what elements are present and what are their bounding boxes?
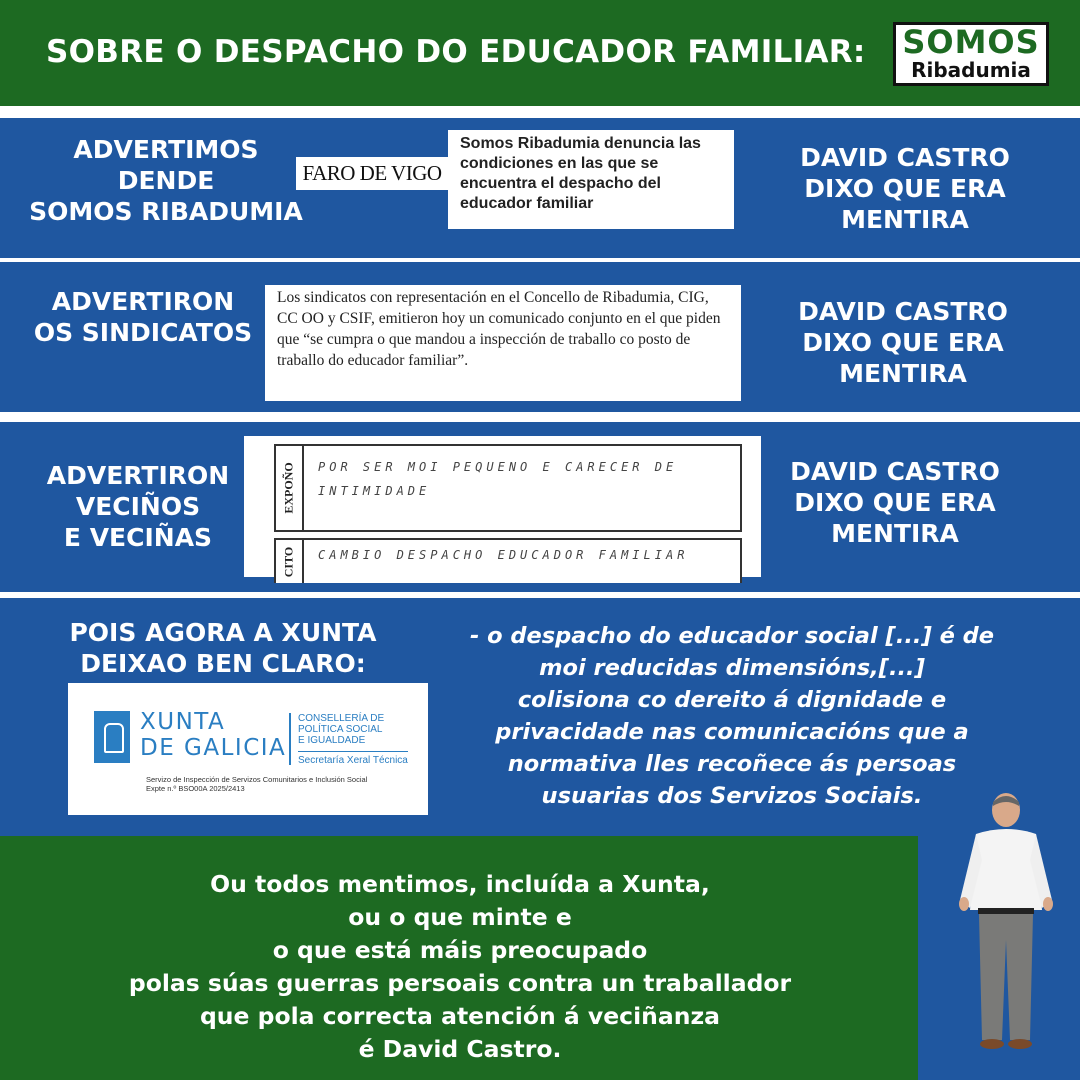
sindicatos-quote: Los sindicatos con representación en el Concello de Ribadumia, CIG, CC OO y CSIF, emitieron hoy un comunicado conjunto en el que piden que “se cumpra o que mandou a inspección de traballo co posto de traballo do educador familiar”.	[265, 285, 741, 401]
form-label-box	[276, 540, 304, 583]
row2-right-line: MENTIRA	[839, 359, 967, 388]
xunta-dept-line: POLÍTICA SOCIAL	[298, 724, 383, 735]
row3-right-line: DIXO QUE ERA	[794, 488, 996, 517]
xunta-divider	[289, 713, 291, 765]
faro-de-vigo-logo: FARO DE VIGO	[296, 157, 448, 190]
row2-left-line: OS SINDICATOS	[33, 318, 253, 347]
person-photo	[946, 790, 1066, 1060]
form-label-solicito: CITO	[281, 546, 296, 577]
row1-right-line: DIXO QUE ERA	[804, 174, 1006, 203]
header-banner	[0, 0, 1080, 106]
galicia-emblem-icon	[94, 711, 130, 763]
xunta-quote-line: privacidade nas comunicacións que a	[495, 719, 969, 745]
footer-line: polas súas guerras persoais contra un traballador	[128, 969, 792, 997]
row1-left-text	[20, 134, 312, 227]
xunta-expediente-line: Expte n.º BSO00A 2025/2413	[146, 784, 245, 793]
row2-left-line: ADVERTIRON	[51, 287, 235, 316]
row1-right-text	[760, 142, 1050, 235]
xunta-quote-line: - o despacho do educador social [...] é de	[469, 623, 995, 649]
logo-top-text: SOMOS	[902, 23, 1040, 61]
xunta-quote-line: moi reducidas dimensións,[...]	[539, 655, 925, 681]
row2-left-text	[20, 286, 266, 348]
xunta-quote-line: normativa lles recoñece ás persoas	[507, 751, 957, 777]
row3-left-line: VECIÑOS	[75, 492, 201, 521]
row4-left-line: POIS AGORA A XUNTA	[69, 618, 377, 647]
xunta-dept-line: CONSELLERÍA DE	[298, 713, 385, 724]
xunta-quote-line: colisiona co dereito á dignidade e	[517, 687, 947, 713]
somos-ribadumia-logo	[893, 22, 1049, 86]
row1-right-line: MENTIRA	[841, 205, 969, 234]
row3-left-line: ADVERTIRON	[46, 461, 230, 490]
xunta-quote-line: usuarias dos Servizos Sociais.	[541, 783, 923, 809]
footer-line: ou o que minte e	[348, 903, 572, 931]
footer-line: é David Castro.	[358, 1035, 562, 1063]
xunta-dept-line: E IGUALDADE	[298, 735, 366, 746]
handwritten-line: INTIMIDADE	[318, 484, 431, 498]
footer-line: o que está máis preocupado	[272, 936, 648, 964]
xunta-name-line: XUNTA	[140, 709, 226, 735]
handwritten-line: POR SER MOI PEQUENO E CARECER DE	[318, 460, 678, 474]
row3-right-text	[750, 456, 1040, 549]
footer-conclusion	[30, 868, 890, 1066]
footer-line: que pola correcta atención á veciñanza	[199, 1002, 721, 1030]
row2-right-line: DIXO QUE ERA	[802, 328, 1004, 357]
row3-left-text	[22, 460, 254, 553]
newspaper-headline: Somos Ribadumia denuncia las condiciones en las que se encuentra el despacho del educador familiar	[448, 130, 734, 229]
footer-line: Ou todos mentimos, incluída a Xunta,	[210, 870, 710, 898]
form-label-expono: EXPOÑO	[281, 462, 296, 514]
xunta-secretaria: Secretaría Xeral Técnica	[298, 751, 408, 766]
form-section-solicito	[274, 538, 742, 583]
row4-left-text	[40, 617, 406, 679]
handwritten-complaint-form	[244, 436, 761, 577]
row3-left-line: E VECIÑAS	[63, 523, 213, 552]
row1-right-line: DAVID CASTRO	[800, 143, 1010, 172]
handwritten-line: CAMBIO DESPACHO EDUCADOR FAMILIAR	[318, 548, 689, 562]
row4-left-line: DEIXAO BEN CLARO:	[80, 649, 366, 678]
xunta-de-galicia-letterhead	[68, 683, 428, 815]
row2-right-text	[758, 296, 1048, 389]
xunta-service-line: Servizo de Inspección de Servizos Comunitarios e Inclusión Social	[146, 775, 368, 784]
row3-right-line: MENTIRA	[831, 519, 959, 548]
xunta-name-line: DE GALICIA	[140, 735, 287, 761]
form-label-box	[276, 446, 304, 530]
xunta-quote	[448, 620, 1016, 812]
row1-left-line: DENDE	[117, 166, 215, 195]
page-title: SOBRE O DESPACHO DO EDUCADOR FAMILIAR:	[46, 34, 866, 70]
row1-left-line: SOMOS RIBADUMIA	[29, 197, 303, 226]
row2-right-line: DAVID CASTRO	[798, 297, 1008, 326]
logo-bottom-text: Ribadumia	[911, 58, 1031, 82]
row1-left-line: ADVERTIMOS	[73, 135, 259, 164]
row3-right-line: DAVID CASTRO	[790, 457, 1000, 486]
form-section-expono	[274, 444, 742, 532]
